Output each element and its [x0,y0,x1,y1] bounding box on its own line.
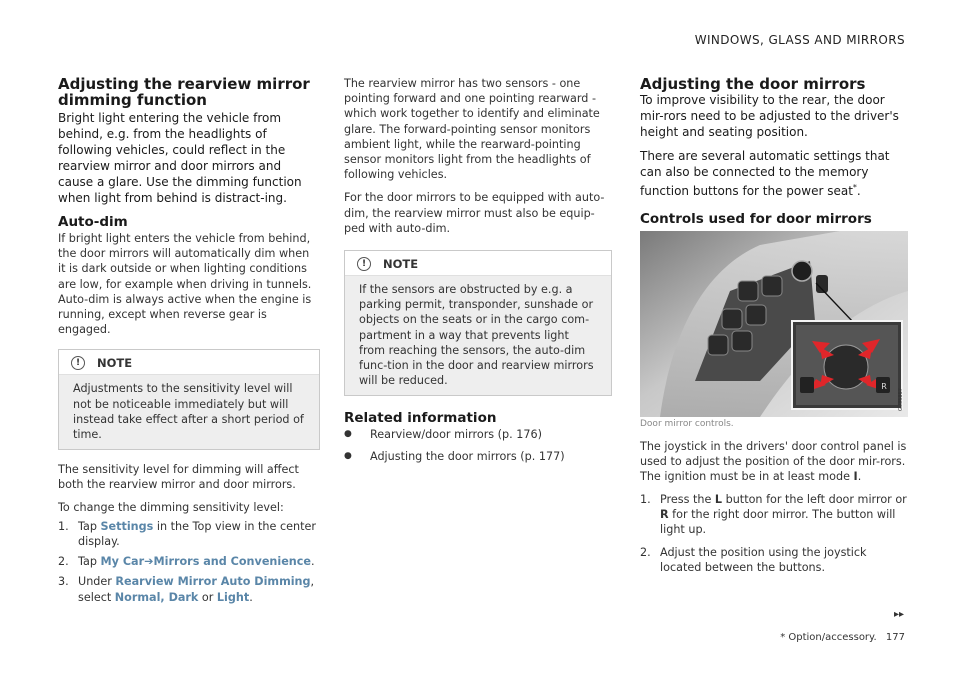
footer-note: Option/accessory. [788,632,877,643]
list-item: 1. Press the L button for the left door mirror or R for the right door mirror. The button will light up. [640,492,907,537]
button-key-l: L [714,492,723,506]
ui-term: Dark [168,590,199,604]
ui-term: Normal [114,590,161,604]
section-heading-door-mirrors: Adjusting the door mirrors [640,75,866,93]
paragraph: The rearview mirror has two sensors - one pointing forward and one pointing rearward - which work together to identify and eliminate glare. The forward-pointing sensor monitors ambient light, while the rearward-pointing sensor monitors light from the headlights of following vehicles. [344,77,600,182]
continue-arrows-icon: ▸▸ [893,609,904,620]
ignition-mode: I [853,470,858,484]
column-2 [344,76,612,470]
note-label: NOTE [383,257,419,272]
related-link[interactable]: ● Adjusting the door mirrors (p. 177) [344,449,565,463]
paragraph: The joystick in the drivers' door control panel is used to adjust the position of the door mir-rors. The ignition must be in at least mode I. [640,440,907,484]
ui-term: Mirrors and Convenience [153,555,311,569]
subheading-autodim: Auto-dim [58,214,128,230]
intro-text: There are several automatic settings that can also be connected to the memory function buttons for the power seat*. [640,149,890,198]
list-item: 1. Tap Settings in the Top view in the center display. [58,519,316,549]
intro-text: Bright light entering the vehicle from behind, e.g. from the headlights of following vehicles, could reflect in the rearview mirror and door mirrors and cause a glare. Use the dimming function when light from behind is distract-ing. [58,111,302,205]
related-list [344,427,612,463]
bullet-icon: ● [344,450,352,461]
note-text: If the sensors are obstructed by e.g. a parking permit, transponder, sunshade or objects on the seats or in the cargo com-partment in a way that prevents light from reaching the sensors, the auto-dim func-tion in the door and rearview mirrors will be reduced. [345,276,611,395]
page-number: 177 [885,632,905,643]
ui-term: Settings [100,519,154,533]
intro-text: To improve visibility to the rear, the door mir-rors need to be adjusted to the driver's height and seating position. [640,93,899,139]
column-1 [58,76,320,610]
info-icon: ! [71,356,85,370]
ui-term: Light [216,590,250,604]
list-item: 3. Under Rearview Mirror Auto Dimming, select Normal, Dark or Light. [58,575,315,604]
section-heading-dimming: Adjusting the rearview mirror dimming function [58,75,310,109]
note-box [344,250,612,396]
asterisk: * [780,632,786,643]
autodim-text: If bright light enters the vehicle from behind, the door mirrors will automatically dim when it is dark outside or when lighting conditions are low, for example when driving in tunnels. Auto-dim is always active when the engine is running, except when reverse gear is engaged. [58,232,312,337]
page-footer [780,632,905,643]
paragraph: For the door mirrors to be equipped with auto-dim, the rearview mirror must also be equip-ped with auto-dim. [344,191,605,235]
note-text: Adjustments to the sensitivity level will not be noticeable immediately but will instead take effect after a short period of time. [59,375,319,449]
ui-term: Rearview Mirror Auto Dimming [115,575,311,589]
button-key-r: R [660,507,669,521]
info-icon: ! [357,257,371,271]
subheading-related: Related information [344,410,497,427]
running-header: WINDOWS, GLASS AND MIRRORS [694,33,905,47]
note-box [58,349,320,450]
note-label: NOTE [97,356,133,371]
ui-term: My Car [100,555,145,569]
figure-code: G035857 [898,388,904,411]
column-3 [640,76,908,581]
asterisk: * [852,183,857,192]
related-link[interactable]: ● Rearview/door mirrors (p. 176) [344,428,542,442]
figure-caption: Door mirror controls. [640,419,734,429]
steps-list [58,519,320,605]
steps-list [640,492,908,576]
paragraph: To change the dimming sensitivity level: [58,500,284,514]
arrow-right-icon: ➔ [144,555,154,569]
list-item: 2. Adjust the position using the joystick located between the buttons. [640,546,867,575]
door-panel-illustration [640,231,908,417]
bullet-icon: ● [344,429,352,440]
subheading-controls: Controls used for door mirrors [640,211,872,227]
door-mirror-controls-image [640,231,908,417]
list-item: 2. Tap My Car➔Mirrors and Convenience. [58,555,315,569]
r-button-label: R [881,382,887,391]
paragraph: The sensitivity level for dimming will affect both the rearview mirror and door mirrors. [58,463,299,492]
